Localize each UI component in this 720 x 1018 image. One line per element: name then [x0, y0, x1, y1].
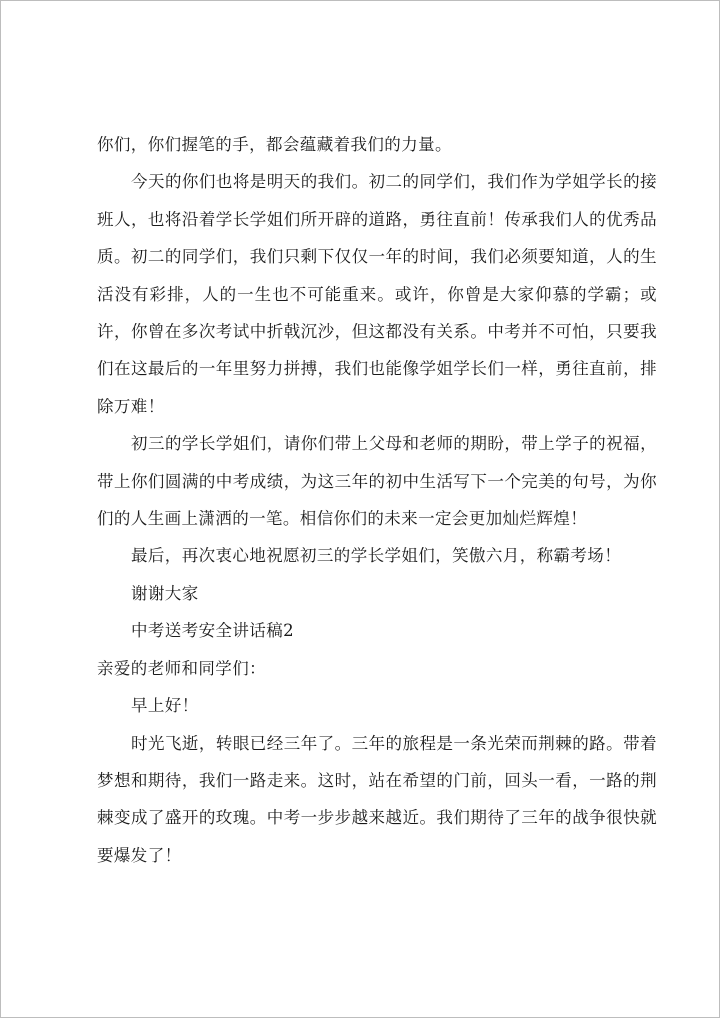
paragraph-5: 谢谢大家 [131, 583, 199, 603]
section-title: 中考送考安全讲话稿2 [131, 621, 294, 641]
paragraph-2: 今天的你们也将是明天的我们。初二的同学们，我们作为学姐学长的接班人，也将沿着学长学姐们所开辟的道路，勇往直前！传承我们人的优秀品质。初二的同学们，我们只剩下仅仅一年的时间，我们必须要知道，人的生活没有彩排，人的一生也不可能重来。或许，你曾是大家仰慕的学霸；或许，你曾在多次考试中折戟沉沙，但这都没有关系。中考并不可怕，只要我们在这最后的一年里努力拼搏，我们也能像学姐学长们一样，勇往直前，排除万难！ [97, 172, 657, 416]
paragraph-3: 初三的学长学姐们，请你们带上父母和老师的期盼，带上学子的祝福，带上你们圆满的中考成绩，为这三年的初中生活写下一个完美的句号，为你们的人生画上潇洒的一笔。相信你们的未来一定会更加灿烂辉煌！ [97, 434, 657, 529]
paragraph-1: 你们，你们握笔的手，都会蕴藏着我们的力量。 [97, 135, 452, 154]
document-body [97, 126, 657, 874]
paragraph-9: 时光飞逝，转眼已经三年了。三年的旅程是一条光荣而荆棘的路。带着梦想和期待，我们一路走来。这时，站在希望的门前，回头一看，一路的荆棘变成了盛开的玫瑰。中考一步步越来越近。我们期待了三年的战争很快就要爆发了！ [97, 733, 657, 865]
greeting: 早上好！ [131, 696, 199, 716]
paragraph-4: 最后，再次衷心地祝愿初三的学长学姐们，笑傲六月，称霸考场！ [131, 546, 622, 566]
salutation: 亲爱的老师和同学们： [97, 658, 266, 678]
